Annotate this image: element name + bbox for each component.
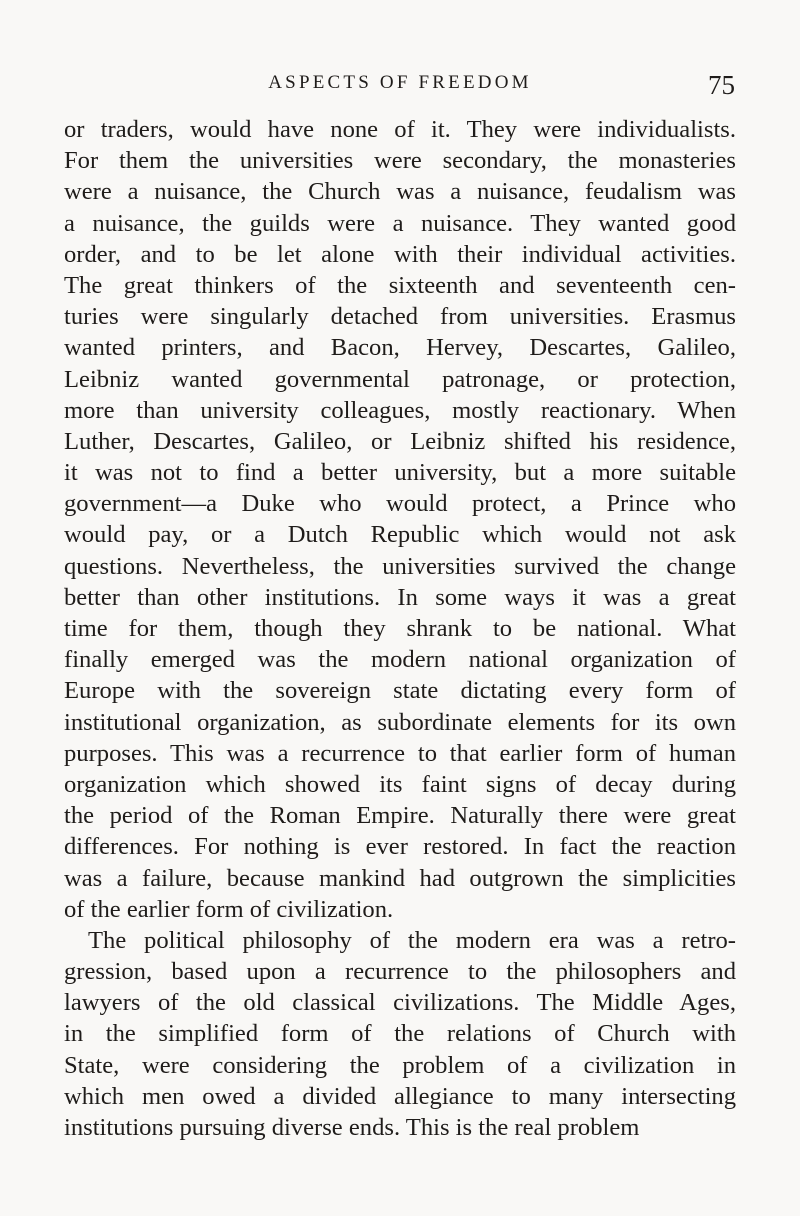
body-text — [64, 114, 736, 1143]
page-number: 75 — [708, 70, 735, 100]
text-line: institutions pursuing diverse ends. This is the real problem — [64, 1114, 640, 1141]
text-line: wanted printers, and Bacon, Hervey, Descartes, Galileo, — [64, 334, 736, 362]
text-line: The great thinkers of the sixteenth and seventeenth cen- — [64, 271, 736, 299]
text-line: turies were singularly detached from universities. Erasmus — [64, 303, 736, 331]
text-line: purposes. This was a recurrence to that earlier form of human — [64, 739, 736, 767]
text-line: questions. Nevertheless, the universities survived the change — [64, 552, 736, 580]
text-line: organization which showed its faint signs of decay during — [64, 770, 736, 798]
text-line: The political philosophy of the modern era was a retro- — [88, 926, 736, 954]
text-line: For them the universities were secondary, the monasteries — [64, 147, 736, 175]
running-title: ASPECTS OF FREEDOM — [268, 72, 532, 93]
text-line: institutional organization, as subordinate elements for its own — [64, 708, 736, 736]
text-line: time for them, though they shrank to be national. What — [64, 615, 736, 642]
text-line: finally emerged was the modern national organization of — [64, 646, 736, 674]
text-line: would pay, or a Dutch Republic which would not ask — [64, 521, 736, 549]
text-line: of the earlier form of civilization. — [64, 895, 394, 923]
paragraph — [64, 114, 736, 925]
text-line: lawyers of the old classical civilizations. The Middle Ages, — [64, 989, 736, 1017]
text-line: which men owed a divided allegiance to many intersecting — [64, 1082, 736, 1110]
text-line: government—a Duke who would protect, a Prince who — [64, 490, 736, 518]
text-line: better than other institutions. In some ways it was a great — [64, 583, 736, 611]
text-line: was a failure, because mankind had outgrown the simplicities — [64, 864, 736, 892]
text-line: were a nuisance, the Church was a nuisance, feudalism was — [64, 178, 736, 206]
text-line: Luther, Descartes, Galileo, or Leibniz shifted his residence, — [64, 427, 736, 455]
paragraph — [64, 925, 736, 1143]
text-line: Europe with the sovereign state dictating every form of — [64, 677, 736, 705]
text-line: the period of the Roman Empire. Naturally there were great — [64, 802, 736, 830]
text-line: gression, based upon a recurrence to the philosophers and — [64, 958, 736, 986]
text-line: in the simplified form of the relations of Church with — [64, 1020, 736, 1048]
text-line: more than university colleagues, mostly reactionary. When — [64, 396, 736, 424]
text-line: or traders, would have none of it. They were individualists. — [64, 116, 736, 143]
text-line: it was not to find a better university, but a more suitable — [64, 459, 736, 487]
text-line: a nuisance, the guilds were a nuisance. They wanted good — [64, 209, 736, 237]
text-line: order, and to be let alone with their individual activities. — [64, 240, 736, 268]
text-line: differences. For nothing is ever restored. In fact the reaction — [64, 833, 736, 861]
running-head — [0, 70, 800, 110]
text-line: State, were considering the problem of a civilization in — [64, 1051, 736, 1079]
text-line: Leibniz wanted governmental patronage, or protection, — [64, 365, 736, 393]
